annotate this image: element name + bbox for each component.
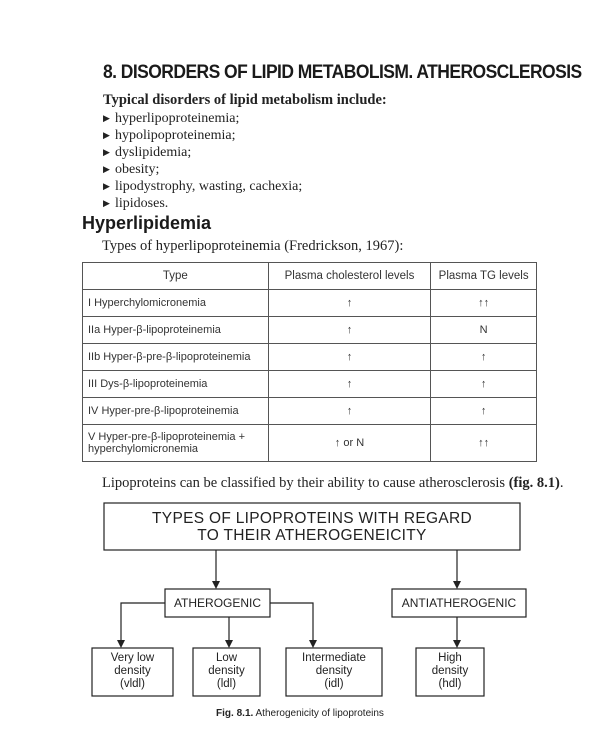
intro-text: Typical disorders of lipid metabolism include: [103, 92, 387, 108]
bullet-triangle-icon: ▶ [103, 181, 110, 191]
cholesterol-cell: ↑ [268, 317, 431, 344]
cholesterol-cell: ↑ [268, 398, 431, 425]
tg-cell: ↑ [431, 344, 537, 371]
type-cell: IIa Hyper-β-lipoproteinemia [83, 317, 269, 344]
type-cell: IIb Hyper-β-pre-β-lipoproteinemia [83, 344, 269, 371]
ldl-label: Low density (ldl) [208, 652, 245, 690]
antiatherogenic-label: ANTIATHEROGENIC [401, 596, 517, 610]
type-cell: I Hyperchylomicronemia [83, 290, 269, 317]
bullet-triangle-icon: ▶ [103, 130, 110, 140]
list-item: ▶ lipidoses. [103, 196, 169, 211]
column-header-tg: Plasma TG levels [431, 263, 537, 290]
atherogenic-label: ATHEROGENIC [173, 596, 262, 610]
column-header-cholesterol: Plasma cholesterol levels [268, 263, 431, 290]
tg-cell: ↑ [431, 371, 537, 398]
connector-arrow [121, 603, 165, 644]
bullet-triangle-icon: ▶ [103, 113, 110, 123]
bullet-triangle-icon: ▶ [103, 198, 110, 208]
vldl-label: Very low density (vldl) [110, 652, 155, 690]
list-item: ▶ dyslipidemia; [103, 145, 192, 160]
column-header-type: Type [83, 263, 269, 290]
bullet-triangle-icon: ▶ [103, 164, 110, 174]
hdl-label: High density (hdl) [431, 652, 469, 690]
figure-caption: Fig. 8.1. Atherogenicity of lipoproteins [216, 708, 384, 719]
cholesterol-cell: ↑ [268, 344, 431, 371]
tg-cell: ↑↑ [431, 290, 537, 317]
list-item: ▶ hyperlipoproteinemia; [103, 111, 240, 126]
type-cell: IV Hyper-pre-β-lipoproteinemia [83, 398, 269, 425]
list-item: ▶ hypolipoproteinemia; [103, 128, 236, 143]
list-item: ▶ lipodystrophy, wasting, cachexia; [103, 179, 303, 194]
cholesterol-cell: ↑ or N [268, 425, 431, 462]
top-box-label: TYPES OF LIPOPROTEINS WITH REGARD TO THEIR ATHEROGENEICITY [152, 510, 472, 544]
cholesterol-cell: ↑ [268, 290, 431, 317]
list-item: ▶ obesity; [103, 162, 160, 177]
figure-reference: (fig. 8.1) [508, 475, 560, 491]
connector-arrow [270, 603, 313, 644]
tg-cell: N [431, 317, 537, 344]
classification-note: Lipoproteins can be classified by their ability to cause atherosclerosis (fig. 8.1). [102, 475, 564, 491]
type-cell: V Hyper-pre-β-lipoproteinemia + hyperchylomicronemia [83, 425, 269, 462]
tg-cell: ↑ [431, 398, 537, 425]
idl-label: Intermediate density (idl) [302, 652, 366, 690]
type-cell: III Dys-β-lipoproteinemia [83, 371, 269, 398]
bullet-triangle-icon: ▶ [103, 147, 110, 157]
section-title: Hyperlipidemia [82, 213, 212, 233]
tg-cell: ↑↑ [431, 425, 537, 462]
cholesterol-cell: ↑ [268, 371, 431, 398]
chapter-title: 8. DISORDERS OF LIPID METABOLISM. ATHEROSCLEROSIS [103, 62, 582, 83]
table-caption: Types of hyperlipoproteinemia (Fredrickson, 1967): [102, 238, 404, 254]
